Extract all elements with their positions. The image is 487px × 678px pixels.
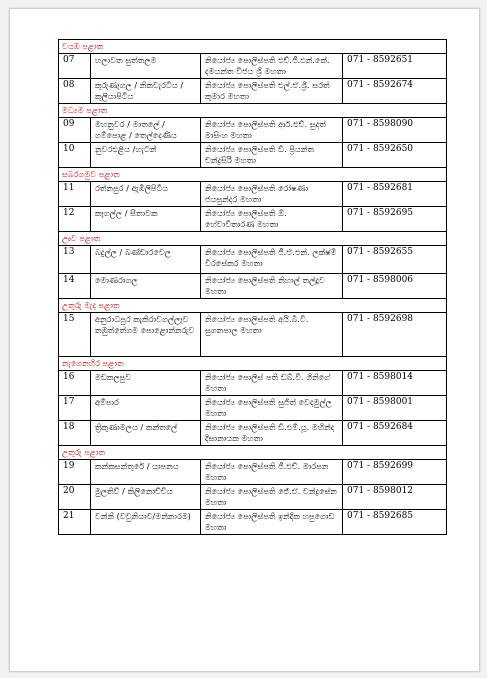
row-number: 13: [59, 246, 91, 274]
phone-cell: 071 - 8592655: [343, 246, 447, 274]
officer-cell: නියෝජ්‍ය පොලිස්පති ජේ.ඒ. චන්ද්‍රසේන මහතා: [201, 485, 343, 510]
section-header-row: [59, 104, 447, 118]
officer-cell: නියෝජ්‍ය පොලිස්පති රෝෂණා ජයසුන්දර මහතා: [201, 182, 343, 207]
table-row: [59, 313, 447, 357]
area-cell: මොණරාගල: [91, 274, 201, 299]
document-page: [9, 8, 480, 672]
phone-cell: 071 - 8598012: [343, 485, 447, 510]
phone-cell: 071 - 8598006: [343, 274, 447, 299]
section-title: වයඹ පළාත: [59, 40, 447, 54]
row-number: 08: [59, 79, 91, 104]
section-header-row: [59, 299, 447, 313]
table-row: [59, 207, 447, 232]
table-row: [59, 421, 447, 446]
section-header-row: [59, 168, 447, 182]
officer-cell: නියෝජ්‍ය පොලිස්පති ජී.එච්. මාරපන මහතා: [201, 460, 343, 485]
area-cell: කුරුණෑගල / නිකවැරටිය / කුලියාපිටිය: [91, 79, 201, 104]
officer-cell: නියෝජ්‍ය පොලිස්පති සුජිත් වෙදමුල්ල මහතා: [201, 396, 343, 421]
area-cell: රත්නපුර / ඇඹිලිපිටිය: [91, 182, 201, 207]
area-cell: නුවරඑළිය /හැටන්: [91, 143, 201, 168]
phone-cell: 071 - 8598090: [343, 118, 447, 143]
phone-cell: 071 - 8592685: [343, 510, 447, 535]
section-title: ඌව පළාත: [59, 232, 447, 246]
section-title: සබරගමුව පළාත: [59, 168, 447, 182]
table-row: [59, 371, 447, 396]
area-cell: මුලතිව් / කිලිනොච්චිය: [91, 485, 201, 510]
row-number: 14: [59, 274, 91, 299]
table-row: [59, 54, 447, 79]
officer-cell: නියෝජ්‍ය පොලිස්පති ඉන්දික හපුගොඩ මහතා: [201, 510, 343, 535]
row-number: 15: [59, 313, 91, 357]
area-cell: අනුරාධපුර කැකිරාවගල්ලෑව තඹුත්තේගම පොළොන්නරුව: [91, 313, 201, 357]
area-cell: අම්පාර: [91, 396, 201, 421]
section-header-row: [59, 232, 447, 246]
area-cell: හලාවත සුත්තලම: [91, 54, 201, 79]
area-cell: මඩකලපුව: [91, 371, 201, 396]
area-cell: කෑගල්ල / සීතාවක: [91, 207, 201, 232]
table-row: [59, 274, 447, 299]
table-row: [59, 143, 447, 168]
row-number: 17: [59, 396, 91, 421]
row-number: 16: [59, 371, 91, 396]
officer-cell: නියෝජ්‍ය පොලිස්පති ජී.ඒ.එන්. ලක්ෂ්මි වීරසේකර මහතා: [201, 246, 343, 274]
table-row: [59, 182, 447, 207]
area-cell: ත්‍රිකුණාමලය / කන්තලේ: [91, 421, 201, 446]
officer-cell: නියෝජ්‍ය පොලිස්පති ආර්.එච්. සුදත් මාසිංහ මහතා: [201, 118, 343, 143]
row-number: 12: [59, 207, 91, 232]
officer-cell: නියෝජ්‍ය පොලිස්පති එච්.ජී.එන්.කේ. දමයන්ත විජය ශ්‍රී මහතා: [201, 54, 343, 79]
officer-cell: නියෝජ්‍ය පොලිස් පති ඩබ්.වී. ගිනිගේ මහතා: [201, 371, 343, 396]
phone-cell: 071 - 8592698: [343, 313, 447, 357]
section-title: මධ්‍යම පළාත: [59, 104, 447, 118]
section-header-row: [59, 446, 447, 460]
officer-cell: නියෝජ්‍ය පොලිස්පති ඩී. ප්‍රියන්ත චන්ද්‍රසිරි මහතා: [201, 143, 343, 168]
phone-cell: 071 - 8592684: [343, 421, 447, 446]
row-number: 10: [59, 143, 91, 168]
table-row: [59, 79, 447, 104]
phone-cell: 071 - 8592695: [343, 207, 447, 232]
phone-cell: 071 - 8598001: [343, 396, 447, 421]
officer-contact-table: [58, 39, 447, 535]
area-cell: බදුල්ල / බණ්ඩාරවෙල: [91, 246, 201, 274]
table-row: [59, 510, 447, 535]
phone-cell: 071 - 8592650: [343, 143, 447, 168]
area-cell: කන්කසන්තුරේ / යාපනය: [91, 460, 201, 485]
officer-cell: නියෝජ්‍ය පොලිස්පති නිහාල් තල්දූව මහතා: [201, 274, 343, 299]
table-row: [59, 118, 447, 143]
table-row: [59, 485, 447, 510]
phone-cell: 071 - 8592699: [343, 460, 447, 485]
officer-cell: නියෝජ්‍ය පොලිස්පති අයි.බී.වී. සුගතපාල මහතා: [201, 313, 343, 357]
area-cell: වන්නි (වවුනියාව/මන්නාරම): [91, 510, 201, 535]
officer-cell: නියෝජ්‍ය පොලිස්පති ඕ. හේවාවිතාරණ මහතා: [201, 207, 343, 232]
table-row: [59, 396, 447, 421]
row-number: 18: [59, 421, 91, 446]
officer-cell: නියෝජ්‍ය පොලිස්පති එල්.ඒ.ශ්‍රී. සරත් කුමාර මහතා: [201, 79, 343, 104]
phone-cell: 071 - 8598014: [343, 371, 447, 396]
table-row: [59, 246, 447, 274]
officer-cell: නියෝජ්‍ය පොලිස්පති ඩී.එම්.යූ. මහින්ද දිසානායක මහතා: [201, 421, 343, 446]
row-number: 19: [59, 460, 91, 485]
row-number: 21: [59, 510, 91, 535]
phone-cell: 071 - 8592681: [343, 182, 447, 207]
row-number: 11: [59, 182, 91, 207]
section-title: නැගෙනහිර පළාත: [59, 357, 447, 371]
area-cell: මහනුවර / මාතලේ / ගම්පොළ / තෙල්දෙණිය: [91, 118, 201, 143]
table-body: [59, 40, 447, 535]
section-header-row: [59, 40, 447, 54]
row-number: 07: [59, 54, 91, 79]
row-number: 09: [59, 118, 91, 143]
phone-cell: 071 - 8592651: [343, 54, 447, 79]
section-header-row: [59, 357, 447, 371]
row-number: 20: [59, 485, 91, 510]
section-title: උතුරු පළාත: [59, 446, 447, 460]
section-title: උතුරු මැද පළාත: [59, 299, 447, 313]
phone-cell: 071 - 8592674: [343, 79, 447, 104]
table-row: [59, 460, 447, 485]
